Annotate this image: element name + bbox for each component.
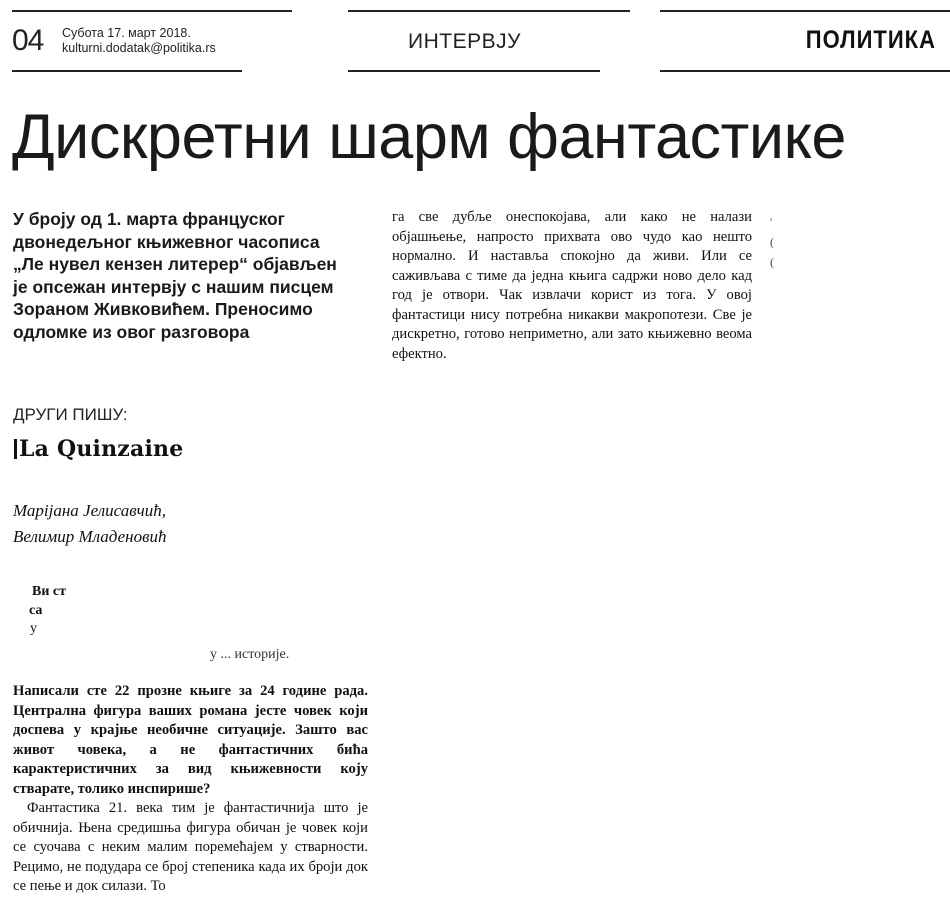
kicker-label: ДРУГИ ПИШУ: (13, 405, 128, 424)
interview-answer (13, 799, 368, 897)
page-number: 04 (12, 24, 44, 57)
issue-date: Субота 17. март 2018. (62, 26, 191, 40)
interview-question: Написали сте 22 прозне књиге за 24 године рада. Централна фигура ваших романа јесте човек који доспева у крајње необичне ситуације. Зашто вас живот човека, а не фантастичних бића карактеристичних за вид књижевности коју стварате, толико инспирише? (13, 683, 368, 797)
interview-answer-text: Фантастика 21. века тим је фантастичнија што је обичнија. Њена средишња фигура обичан је човек који се суочава с неким малим поремећајем у стварности. Рецимо, не подудара се број степеника када их броји док се пење и док силази. То (13, 800, 368, 894)
header-rule-1 (12, 10, 292, 12)
article-headline: Дискретни шарм фантастике (12, 102, 846, 172)
header-rule-2 (348, 10, 630, 12)
section-label: ИНТЕРВЈУ (408, 30, 521, 53)
truncated-fragment-4: у ... историје. (210, 647, 290, 662)
newspaper-masthead: ПОЛИТИКА (805, 25, 936, 54)
truncated-fragment-2: са (29, 603, 43, 618)
article-lead: У броју од 1. марта француског двонедељног књижевног часописа „Ле нувел кензен литерер“ објављен је опсежан интервју с нашим писцем Зораном Живковићем. Преносимо одломке из овог разговора (13, 209, 337, 342)
source-logo-text: La Quinzaine (19, 436, 184, 462)
author-byline (13, 498, 166, 550)
author-2: Велимир Младеновић (13, 527, 167, 546)
header-rule-3 (660, 10, 950, 12)
contact-email: kulturni.dodatak@politika.rs (62, 41, 216, 55)
logo-bar-icon (14, 439, 17, 459)
source-logo (14, 436, 183, 462)
column-2-text: га све дубље онеспокојава, али како не налази објашњење, напросто прихвата ово чудо као нешто нормално. И наставља спокојно да живи. Или се саживљава с тиме да једна књига садржи ново дело кад год је отвори. Чак извлачи корист из тога. У овој фантастици нису потребна никакви макропотези. Све је дискретно, готово неприметно, али зато књижевно веома ефектно. (392, 209, 752, 362)
author-1: Марijана Јелисавчић, (13, 501, 166, 520)
header-bottom-rule-1 (12, 70, 242, 72)
header-bottom-rule-3 (660, 70, 950, 72)
margin-marks: ' ( ( (770, 215, 774, 269)
page-meta (62, 26, 216, 56)
truncated-fragment-1: Ви ст (32, 584, 66, 599)
truncated-fragment-3: у (30, 621, 37, 636)
header-bottom-rule-2 (348, 70, 600, 72)
